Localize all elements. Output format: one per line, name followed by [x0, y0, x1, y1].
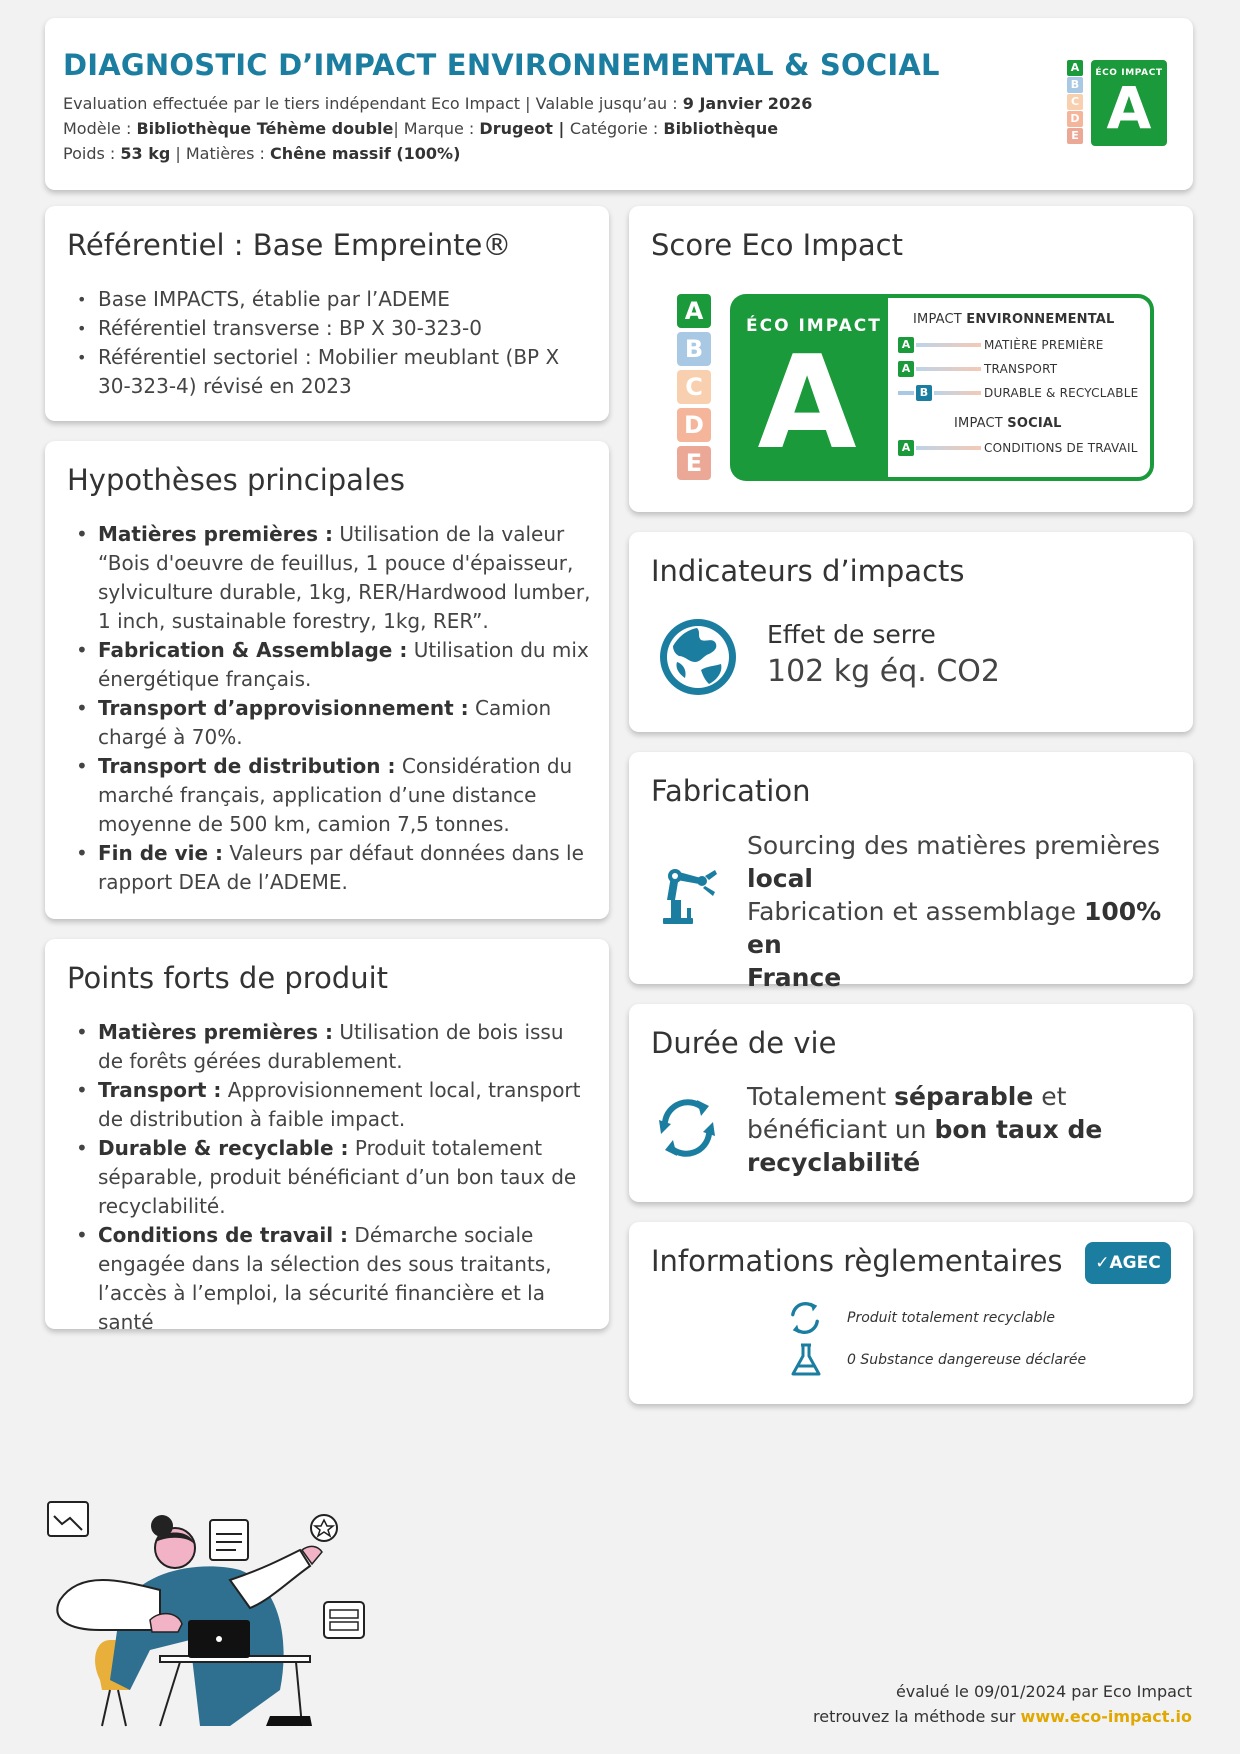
indicateurs-title: Indicateurs d’impacts: [651, 554, 965, 588]
header-eco-badge: [1091, 60, 1167, 146]
header-badge-grade: A: [1106, 74, 1152, 142]
score-grade-e: E: [677, 446, 711, 480]
list-item: • Transport : Approvisionnement local, transport de distribution à faible impact.: [67, 1076, 591, 1134]
indicateur-value: 102 kg éq. CO2: [767, 654, 1000, 689]
env-impact-title: IMPACT ENVIRONNEMENTAL: [913, 312, 1115, 327]
env-label-transport: TRANSPORT: [984, 362, 1058, 376]
score-grade-b: B: [677, 332, 711, 366]
header-card: [45, 18, 1193, 190]
flask-icon: [789, 1342, 823, 1378]
footer-website-link[interactable]: www.eco-impact.io: [1020, 1707, 1192, 1726]
page-title: DIAGNOSTIC D’IMPACT ENVIRONNEMENTAL & SOCIAL: [63, 48, 940, 82]
env-grade-transport: A: [898, 361, 914, 377]
list-item: • Transport de distribution : Considération du marché français, application d’une distance moyenne de 500 km, camion 7,5 tonnes.: [67, 752, 591, 839]
indicateur-label: Effet de serre: [767, 620, 936, 649]
env-label-matiere: MATIÈRE PREMIÈRE: [984, 338, 1104, 352]
score-title: Score Eco Impact: [651, 228, 903, 262]
duree-text: [747, 1080, 1102, 1179]
score-grade-c: C: [677, 370, 711, 404]
header-grade-d: D: [1067, 111, 1083, 127]
referentiel-card: [45, 206, 609, 421]
score-grade-d: D: [677, 408, 711, 442]
recycle-small-icon: [785, 1298, 825, 1338]
env-bar-transport: [916, 367, 981, 371]
list-item: • Matières premières : Utilisation de la valeur “Bois d'oeuvre de feuillus, 1 pouce d'épaisseur, sylviculture durable, 1kg, RER/Hardwood lumber, 1 inch, sustainable forestry, 1kg, RER”.: [67, 520, 591, 636]
fabrication-line-1: Sourcing des matières premières: [747, 831, 1160, 860]
header-grade-e: E: [1067, 128, 1083, 144]
header-line-evaluation: Evaluation effectuée par le tiers indépendant Eco Impact | Valable jusqu’au : 9 Janvier 2026: [63, 94, 813, 113]
score-detail-panel: [888, 298, 1150, 477]
list-item: • Fabrication & Assemblage : Utilisation du mix énergétique français.: [67, 636, 591, 694]
header-grade-c: C: [1067, 94, 1083, 110]
list-item: • Référentiel sectoriel : Mobilier meublant (BP X 30-323-4) révisé en 2023: [67, 343, 591, 401]
fabrication-title: Fabrication: [651, 774, 811, 808]
reglementaire-title: Informations règlementaires: [651, 1244, 1063, 1278]
list-item: • Durable & recyclable : Produit totalement séparable, produit bénéficiant d’un bon taux de recyclabilité.: [67, 1134, 591, 1221]
duree-line-2: bénéficiant un bon taux de: [747, 1115, 1103, 1144]
recycle-icon: [651, 1092, 723, 1164]
social-label-conditions: CONDITIONS DE TRAVAIL: [984, 441, 1138, 455]
header-line-poids: Poids : 53 kg | Matières : Chêne massif (100%): [63, 144, 461, 163]
hypotheses-list: [67, 520, 591, 897]
list-item: • Transport d’approvisionnement : Camion chargé à 70%.: [67, 694, 591, 752]
hypotheses-card: [45, 441, 609, 919]
agec-badge: [1085, 1242, 1171, 1284]
list-item: • Conditions de travail : Démarche sociale engagée dans la sélection des sous traitants, l’accès à l’emploi, la sécurité financière et la santé: [67, 1221, 591, 1337]
header-grade-a: A: [1067, 60, 1083, 76]
points-forts-card: [45, 939, 609, 1334]
fabrication-text: [747, 829, 1193, 994]
env-grade-matiere: A: [898, 337, 914, 353]
social-impact-title: IMPACT SOCIAL: [954, 416, 1062, 431]
fabrication-line-4: France: [747, 963, 842, 992]
person-laptop-illustration: [40, 1490, 380, 1730]
score-card: [629, 206, 1193, 512]
score-badge-grade: A: [757, 329, 857, 478]
duree-line-3: recyclabilité: [747, 1148, 921, 1177]
duree-line-1: Totalement séparable et: [747, 1082, 1067, 1111]
header-line-modele: Modèle : Bibliothèque Téhème double| Marque : Drugeot | Catégorie : Bibliothèque: [63, 119, 779, 138]
agec-badge-label: AGEC: [1109, 1253, 1161, 1273]
fabrication-line-2: local: [747, 864, 814, 893]
referentiel-title: Référentiel : Base Empreinte®: [67, 228, 512, 262]
list-item: • Base IMPACTS, établie par l’ADEME: [67, 285, 591, 314]
social-grade-conditions: A: [898, 440, 914, 456]
points-forts-list: [67, 1018, 591, 1337]
list-item: • Fin de vie : Valeurs par défaut données dans le rapport DEA de l’ADEME.: [67, 839, 591, 897]
fabrication-card: [629, 752, 1193, 992]
social-bar-conditions: [916, 446, 981, 450]
env-bar-matiere: [916, 343, 981, 347]
header-grade-b: B: [1067, 77, 1083, 93]
footer-method: retrouvez la méthode sur www.eco-impact.io: [813, 1707, 1192, 1726]
list-item: • Référentiel transverse : BP X 30-323-0: [67, 314, 591, 343]
score-badge-label: ÉCO IMPACT: [746, 316, 882, 336]
hypotheses-title: Hypothèses principales: [67, 463, 405, 497]
reglementaire-item-substance: 0 Substance dangereuse déclarée: [847, 1352, 1087, 1368]
points-forts-title: Points forts de produit: [67, 961, 389, 995]
duree-title: Durée de vie: [651, 1026, 837, 1060]
fabrication-line-3: Fabrication et assemblage 100% en: [747, 897, 1162, 959]
robot-arm-icon: [657, 864, 721, 928]
env-label-durable: DURABLE & RECYCLABLE: [984, 386, 1139, 400]
referentiel-list: [67, 285, 591, 401]
reglementaire-item-recyclable: Produit totalement recyclable: [847, 1310, 1055, 1326]
reglementaire-card: [629, 1222, 1193, 1404]
env-grade-durable: B: [916, 385, 932, 401]
indicateurs-card: [629, 532, 1193, 732]
header-badge-label: ÉCO IMPACT: [1095, 68, 1163, 78]
duree-card: [629, 1004, 1193, 1202]
list-item: • Matières premières : Utilisation de bois issu de forêts gérées durablement.: [67, 1018, 591, 1076]
check-icon: ✓: [1095, 1253, 1110, 1273]
footer: [813, 1679, 1192, 1729]
env-bar-durable: [934, 391, 981, 395]
score-eco-badge: [730, 294, 1154, 481]
globe-icon: [657, 616, 739, 698]
score-grade-a: A: [677, 294, 711, 328]
footer-evaluated: évalué le 09/01/2024 par Eco Impact: [895, 1682, 1192, 1701]
env-bar-durable-left: [898, 391, 914, 395]
